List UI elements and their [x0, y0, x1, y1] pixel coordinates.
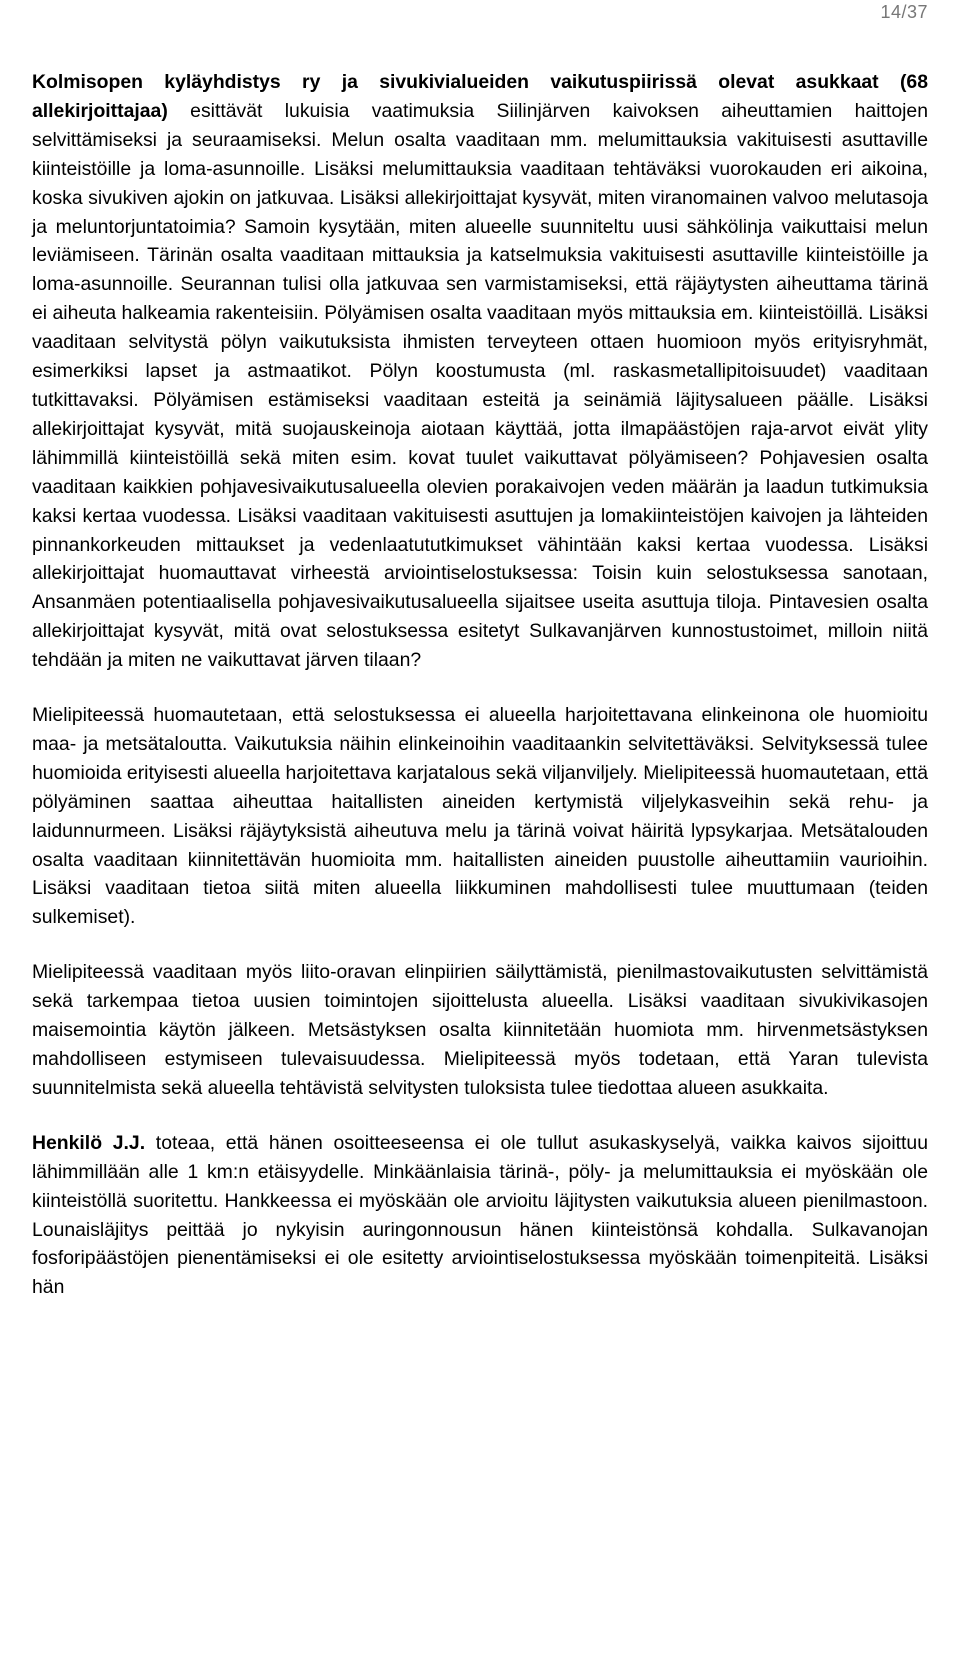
- paragraph-henkilo-jj: [32, 1129, 928, 1302]
- paragraph-lead-bold: Kolmisopen kyläyhdistys ry ja sivukivialueiden vaikutuspiirissä olevat asukkaat (68 allekirjoittajaa): [32, 71, 928, 122]
- paragraph-text: Mielipiteessä huomautetaan, että selostuksessa ei alueella harjoitettavana elinkeinona ole huomioitu maa- ja metsätaloutta. Vaikutuksia näihin elinkeinoihin vaaditaankin selvitettäväksi. Selvityksessä tulee huomioida erityisesti alueella harjoitettava karjatalous sekä viljanviljely. Mielipiteessä huomautetaan, että pölyäminen saattaa aiheuttaa haitallisten aineiden kertymistä viljelykasveihin sekä rehu- ja laidunnurmeen. Lisäksi räjäytyksistä aiheutuva melu ja tärinä voivat häiritä lypsykarjaa. Metsätalouden osalta vaaditaan kiinnitettävän huomioita mm. haitallisten aineiden puustolle aiheuttamiin vaurioihin. Lisäksi vaaditaan tietoa siitä miten alueella liikkuminen mahdollisesti tulee muuttumaan (teiden sulkemiset).: [32, 704, 928, 929]
- paragraph-kolmisopen-kylayhdistys: [32, 68, 928, 675]
- page-number: 14/37: [880, 2, 928, 22]
- document-body: [32, 68, 928, 1302]
- paragraph-liito-orava: [32, 958, 928, 1103]
- paragraph-lead-bold: Henkilö J.J.: [32, 1131, 146, 1154]
- paragraph-text: Mielipiteessä vaaditaan myös liito-oravan elinpiirien säilyttämistä, pienilmastovaikutusten selvittämistä sekä tarkempaa tietoa uusien toimintojen sijoittelusta alueella. Lisäksi vaaditaan sivukivikasojen maisemointia käytön jälkeen. Metsästyksen osalta kiinnitetään huomiota mm. hirvenmetsästyksen mahdolliseen estymiseen tulevaisuudessa. Mielipiteessä myös todetaan, että Yaran tulevista suunnitelmista sekä alueella tehtävistä selvitysten tuloksista tulee tiedottaa alueen asukkaita.: [32, 961, 928, 1099]
- paragraph-text: toteaa, että hänen osoitteeseensa ei ole tullut asukaskyselyä, vaikka kaivos sijoittuu lähimmillään alle 1 km:n etäisyydelle. Minkäänlaisia tärinä-, pöly- ja melumittauksia ei myöskään ole kiinteistöllä suoritettu. Hankkeessa ei myöskään ole arvioitu läjitysten vaikutuksia alueen pienilmastoon. Lounaisläjitys peittää jo nykyisin auringonnousun hänen kiinteistönsä kohdalla. Sulkavanojan fosforipäästöjen pienentämiseksi ei ole esitetty arviointiselostuksessa myöskään toimenpiteitä. Lisäksi hän: [32, 1131, 928, 1299]
- paragraph-maa-ja-metsatalous: [32, 701, 928, 932]
- paragraph-text: esittävät lukuisia vaatimuksia Siilinjärven kaivoksen aiheuttamien haittojen selvittämiseksi ja seuraamiseksi. Melun osalta vaaditaan mm. melumittauksia vakituisesti asuttaville kiinteistöille ja loma-asunnoille. Lisäksi melumittauksia vaaditaan tehtäväksi vuorokauden eri aikoina, koska sivukiven ajokin on jatkuvaa. Lisäksi allekirjoittajat kysyvät, miten viranomainen valvoo melutasoja ja meluntorjuntatoimia? Samoin kysytään, miten alueelle suunniteltu uusi sähkölinja vaikuttaisi melun leviämiseen. Tärinän osalta vaaditaan mittauksia ja katselmuksia vakituisesti asuttaville kiinteistöille ja loma-asunnoille. Seurannan tulisi olla jatkuvaa sen varmistamiseksi, että räjäytysten aiheuttama tärinä ei aiheuta halkeamia rakenteisiin. Pölyämisen osalta vaaditaan myös mittauksia em. kiinteistöillä. Lisäksi vaaditaan selvitystä pölyn vaikutuksista ihmisten terveyteen ottaen huomioon myös erityisryhmät, esimerkiksi lapset ja astmaatikot. Pölyn koostumusta (ml. raskasmetallipitoisuudet) vaaditaan tutkittavaksi. Pölyämisen estämiseksi vaaditaan esteitä ja seinämiä läjitysalueen päälle. Lisäksi allekirjoittajat kysyvät, mitä suojauskeinoja aiotaan käyttää, jotta ilmapäästöjen raja-arvot eivät ylity lähimmillä kiinteistöillä sekä miten esim. kovat tuulet vaikuttavat pölyämiseen? Pohjavesien osalta vaaditaan kaikkien pohjavesivaikutusalueella olevien porakaivojen veden määrän ja laadun tutkimuksia kaksi kertaa vuodessa. Lisäksi vaaditaan vakituisesti asuttujen ja lomakiinteistöjen kaivojen ja lähteiden pinnankorkeuden mittaukset ja vedenlaatututkimukset vähintään kaksi kertaa vuodessa. Lisäksi allekirjoittajat huomauttavat virheestä arviointiselostuksessa: Toisin kuin selostuksessa sanotaan, Ansanmäen potentiaalisella pohjavesivaikutusalueella sijaitsee useita asuttuja tiloja. Pintavesien osalta allekirjoittajat kysyvät, mitä ovat selostuksessa esitetyt Sulkavanjärven kunnostustoimet, milloin niitä tehdään ja miten ne vaikuttavat järven tilaan?: [32, 99, 928, 672]
